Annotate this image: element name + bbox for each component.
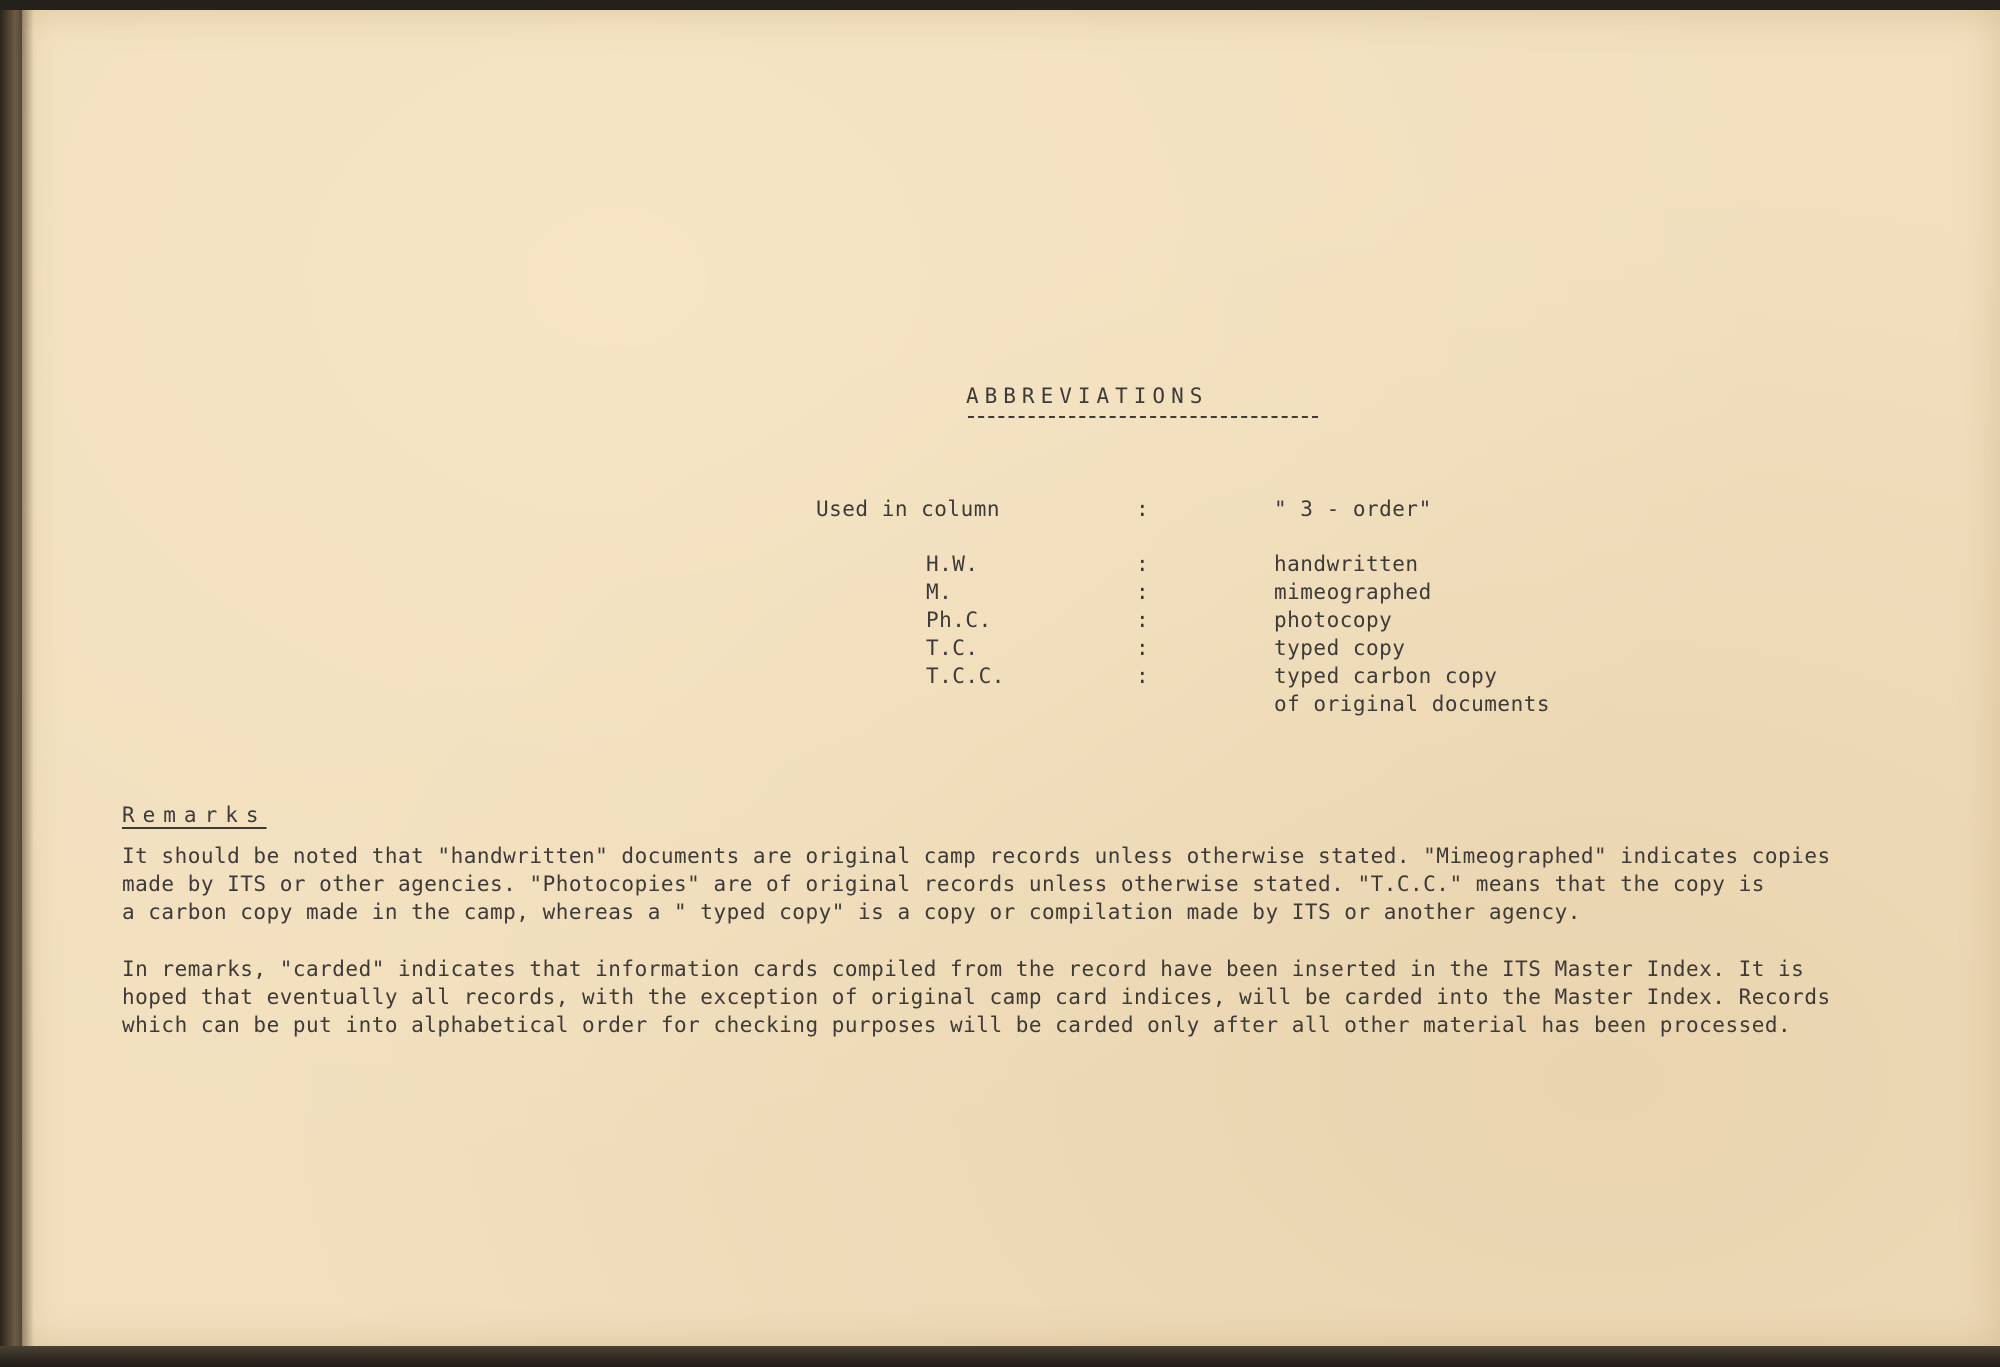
page-title: ABBREVIATIONS (966, 384, 1209, 408)
abbr-m-meaning: mimeographed (1274, 580, 1432, 604)
title-underline (968, 416, 1318, 418)
abbr-tc-colon: : (1136, 636, 1150, 660)
abbr-tcc-meaning-cont: of original documents (1274, 692, 1551, 716)
abbr-hw-colon: : (1136, 552, 1150, 576)
abbr-tc-meaning: typed copy (1274, 636, 1406, 660)
abbr-m: M. (926, 580, 953, 604)
abbr-hw: H.W. (926, 552, 979, 576)
remarks-para2-line2: hoped that eventually all records, with the exception of original camp card indices, will be carded into the Master Index. Records (122, 985, 1831, 1009)
remarks-para1-line2: made by ITS or other agencies. "Photocopies" are of original records unless otherwise stated. "T.C.C." means that the copy is (122, 872, 1765, 896)
abbr-tc: T.C. (926, 636, 979, 660)
document-sheet (22, 10, 2000, 1348)
used-in-value: " 3 - order" (1274, 497, 1432, 521)
abbr-phc-meaning: photocopy (1274, 608, 1393, 632)
binding-shadow (0, 10, 34, 1350)
abbr-tcc-meaning: typed carbon copy (1274, 664, 1498, 688)
abbr-tcc-colon: : (1136, 664, 1150, 688)
abbr-phc-colon: : (1136, 608, 1150, 632)
used-in-label: Used in column (816, 497, 1001, 521)
abbr-hw-meaning: handwritten (1274, 552, 1419, 576)
abbr-m-colon: : (1136, 580, 1150, 604)
remarks-para2-line3: which can be put into alphabetical order for checking purposes will be carded only after all other material has been processed. (122, 1013, 1792, 1037)
remarks-para1-line3: a carbon copy made in the camp, whereas a " typed copy" is a copy or compilation made by ITS or another agency. (122, 900, 1581, 924)
remarks-para2-line1: In remarks, "carded" indicates that information cards compiled from the record have been inserted in the ITS Master Index. It is (122, 957, 1805, 981)
abbr-phc: Ph.C. (926, 608, 992, 632)
used-in-colon: : (1136, 497, 1150, 521)
remarks-para1-line1: It should be noted that "handwritten" documents are original camp records unless otherwise stated. "Mimeographed" indicates copies (122, 844, 1831, 868)
abbr-tcc: T.C.C. (926, 664, 1005, 688)
remarks-heading: Remarks (122, 803, 267, 827)
bottom-edge (0, 1346, 2000, 1367)
